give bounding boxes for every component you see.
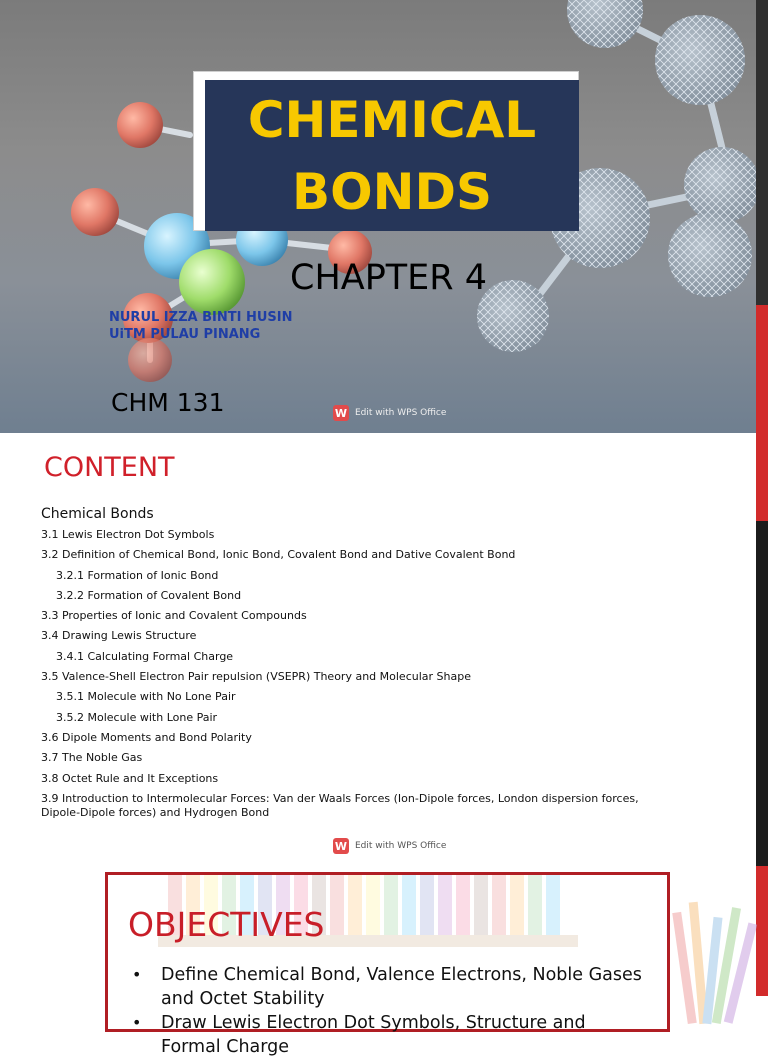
slide-title bbox=[0, 0, 756, 433]
toc-item: 3.4 Drawing Lewis Structure bbox=[41, 629, 197, 643]
author-block bbox=[109, 309, 292, 343]
table-of-contents bbox=[41, 506, 681, 820]
title-line-2: BONDS bbox=[292, 163, 492, 221]
edge-strip-dark bbox=[756, 0, 768, 305]
wps-watermark[interactable] bbox=[333, 838, 446, 854]
wps-watermark-text: Edit with WPS Office bbox=[355, 408, 447, 418]
objective-item: • Define Chemical Bond, Valence Electrons, Noble Gases and Octet Stability bbox=[128, 963, 648, 1011]
toc-item: 3.8 Octet Rule and It Exceptions bbox=[41, 771, 219, 785]
objectives-list bbox=[128, 963, 648, 1059]
title-line-1: CHEMICAL bbox=[247, 91, 537, 149]
course-code: CHM 131 bbox=[111, 388, 225, 417]
wps-logo-icon: W bbox=[334, 839, 348, 853]
edge-strip-dark-2 bbox=[756, 521, 768, 866]
slide-title-text bbox=[205, 84, 579, 228]
edge-strip-red bbox=[756, 305, 768, 433]
toc-item: 3.7 The Noble Gas bbox=[41, 751, 143, 765]
chapter-label: CHAPTER 4 bbox=[290, 258, 488, 298]
edge-strip-red-2 bbox=[756, 433, 768, 521]
toc-item: 3.2 Definition of Chemical Bond, Ionic Bond, Covalent Bond and Dative Covalent Bond bbox=[41, 548, 516, 562]
author-name: NURUL IZZA BINTI HUSIN bbox=[109, 310, 293, 325]
toc-item: 3.5.1 Molecule with No Lone Pair bbox=[56, 690, 236, 704]
toc-heading: Chemical Bonds bbox=[41, 506, 154, 522]
edge-strip-red-3 bbox=[756, 866, 768, 996]
objectives-title: OBJECTIVES bbox=[128, 905, 325, 944]
pencils-background-right bbox=[670, 872, 756, 1024]
content-title: CONTENT bbox=[44, 452, 175, 483]
objective-item: • Draw Lewis Electron Dot Symbols, Structure and Formal Charge bbox=[128, 1011, 648, 1059]
author-institution: UiTM PULAU PINANG bbox=[109, 327, 261, 342]
toc-item: 3.5.2 Molecule with Lone Pair bbox=[56, 710, 218, 724]
slide-objectives bbox=[105, 872, 670, 1057]
toc-item: 3.6 Dipole Moments and Bond Polarity bbox=[41, 730, 252, 744]
toc-item: 3.2.1 Formation of Ionic Bond bbox=[56, 568, 219, 582]
toc-item: 3.4.1 Calculating Formal Charge bbox=[56, 649, 234, 663]
toc-item: 3.3 Properties of Ionic and Covalent Compounds bbox=[41, 609, 307, 623]
wps-watermark[interactable] bbox=[333, 405, 446, 421]
toc-item: 3.1 Lewis Electron Dot Symbols bbox=[41, 528, 215, 541]
toc-item: 3.5 Valence-Shell Electron Pair repulsion (VSEPR) Theory and Molecular Shape bbox=[41, 670, 471, 684]
toc-item: 3.2.2 Formation of Covalent Bond bbox=[56, 588, 242, 602]
toc-item: 3.9 Introduction to Intermolecular Forces: Van der Waals Forces (Ion-Dipole forces, London dispersion forces, Dipole-Dipole forces) and Hydrogen Bond bbox=[41, 791, 639, 819]
pencils-icon bbox=[670, 872, 756, 1024]
wps-logo-icon: W bbox=[334, 406, 348, 420]
wps-watermark-text: Edit with WPS Office bbox=[355, 841, 447, 851]
